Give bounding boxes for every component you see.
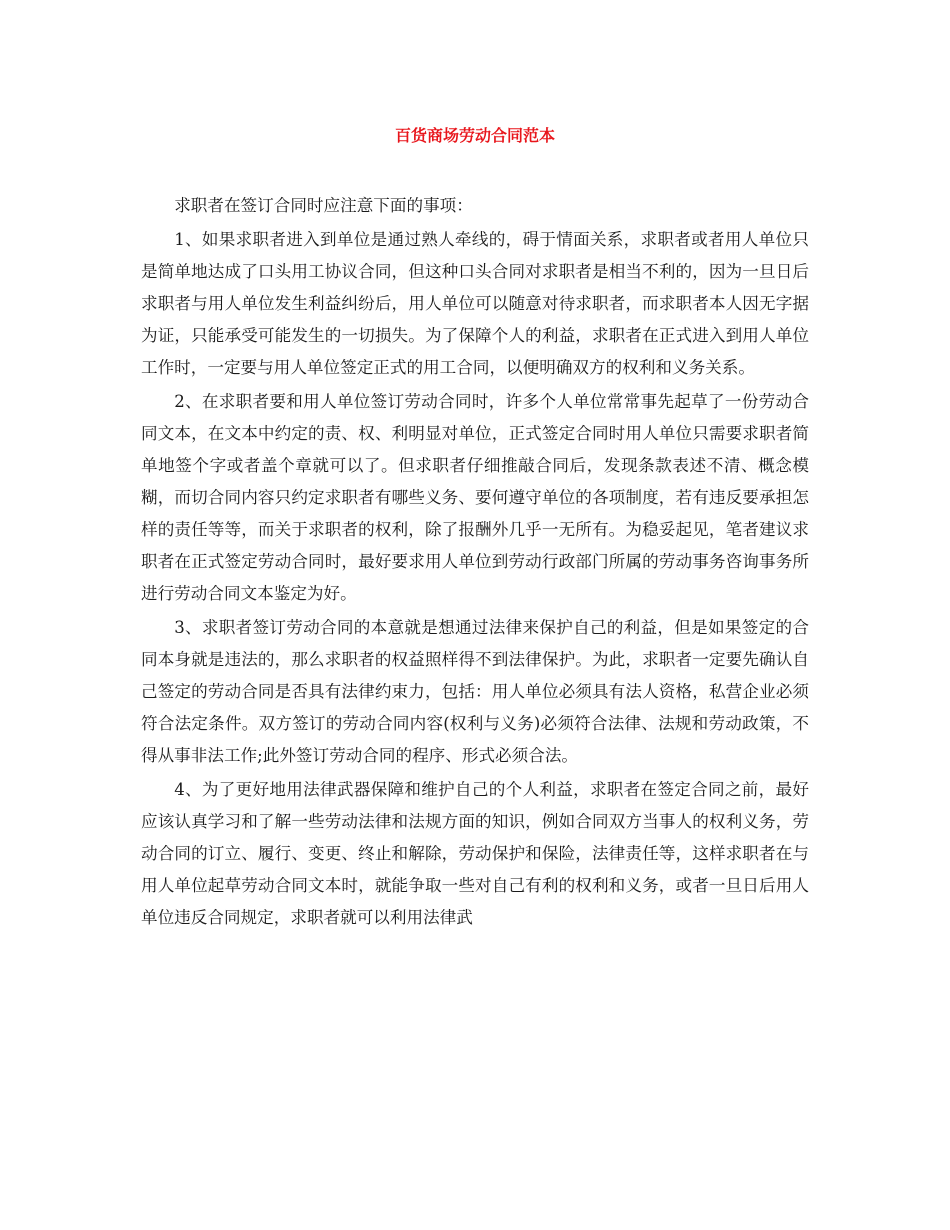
intro-paragraph: 求职者在签订合同时应注意下面的事项： (174, 196, 473, 215)
paragraph-item-2: 2、在求职者要和用人单位签订劳动合同时，许多个人单位常常事先起草了一份劳动合同文本，在文本中约定的责、权、利明显对单位，正式签定合同时用人单位只需要求职者简单地签个字或者盖个章就可以了。但求职者仔细推敲合同后，发现条款表述不清、概念模糊，而切合同内容只约定求职者有哪些义务、要何遵守单位的各项制度，若有违反要承担怎样的责任等等，而关于求职者的权利，除了报酬外几乎一无所有。为稳妥起见，笔者建议求职者在正式签定劳动合同时，最好要求用人单位到劳动行政部门所属的劳动事务咨询事务所进行劳动合同文本鉴定为好。 (141, 392, 809, 603)
paragraph-item-4: 4、为了更好地用法律武器保障和维护自己的个人利益，求职者在签定合同之前，最好应该认真学习和了解一些劳动法律和法规方面的知识，例如合同双方当事人的权利义务，劳动合同的订立、履行、变更、终止和解除，劳动保护和保险，法律责任等，这样求职者在与用人单位起草劳动合同文本时，就能争取一些对自己有利的权利和义务，或者一旦日后用人单位违反合同规定，求职者就可以利用法律武 (141, 780, 809, 927)
paragraph-item-3: 3、求职者签订劳动合同的本意就是想通过法律来保护自己的利益，但是如果签定的合同本身就是违法的，那么求职者的权益照样得不到法律保护。为此，求职者一定要先确认自己签定的劳动合同是否具有法律约束力，包括：用人单位必须具有法人资格，私营企业必须符合法定条件。双方签订的劳动合同内容(权利与义务)必须符合法律、法规和劳动政策，不得从事非法工作;此外签订劳动合同的程序、形式必须合法。 (141, 618, 809, 765)
paragraph-item-1: 1、如果求职者进入到单位是通过熟人牵线的，碍于情面关系，求职者或者用人单位只是简单地达成了口头用工协议合同，但这种口头合同对求职者是相当不利的，因为一旦日后求职者与用人单位发生利益纠纷后，用人单位可以随意对待求职者，而求职者本人因无字据为证，只能承受可能发生的一切损失。为了保障个人的利益，求职者在正式进入到用人单位工作时，一定要与用人单位签定正式的用工合同，以便明确双方的权利和义务关系。 (141, 230, 809, 377)
document-body (141, 190, 809, 934)
document-title: 百货商场劳动合同范本 (394, 126, 555, 145)
